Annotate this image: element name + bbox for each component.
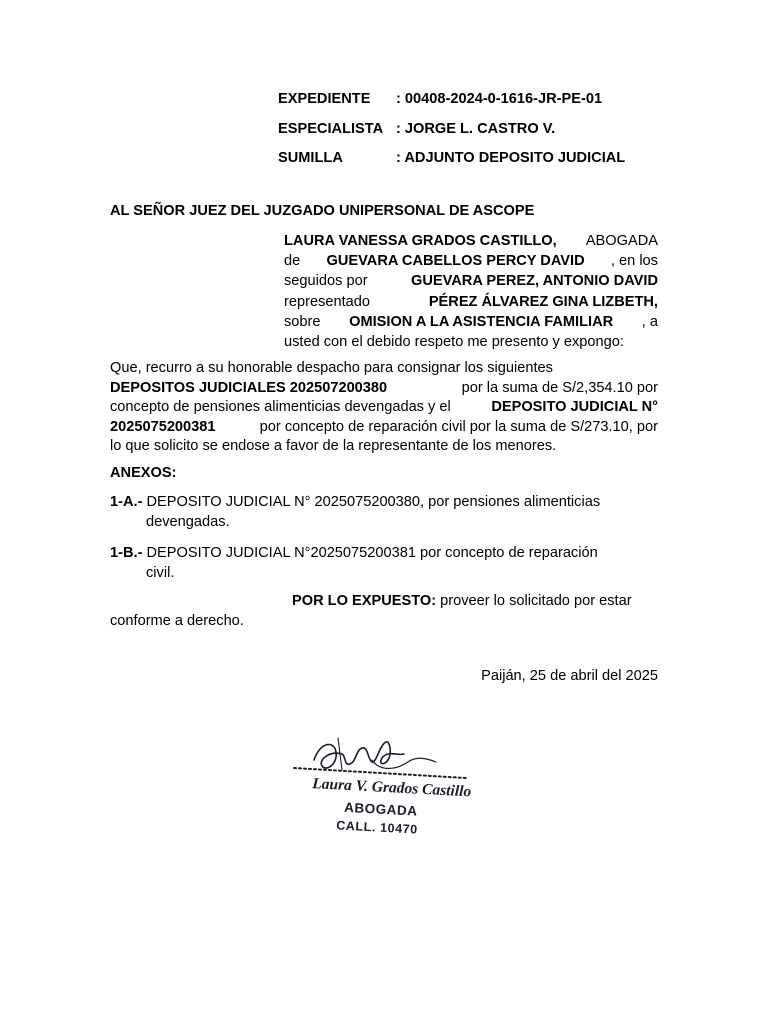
annex-1a-line-2: devengadas. [146,513,230,530]
body-paragraph [110,359,658,457]
body-line-2 [110,379,658,399]
stamp-registration: CALL. 10470 [335,818,419,837]
por-lo-expuesto: POR LO EXPUESTO: [292,593,437,609]
body-text-3: concepto de pensiones alimenticias devengadas y el [110,399,451,416]
signature-stamp [276,720,496,900]
body-line-4 [110,418,658,438]
deposit-1-bold: DEPOSITOS JUDICIALES 202507200380 [110,379,388,396]
signature-scribble [314,742,404,768]
closing-paragraph [110,592,658,631]
de-word: de [284,253,301,270]
date-line: Paiján, 25 de abril del 2025 [481,668,658,684]
annex-1a-label: 1-A.- [110,494,143,510]
body-text-4: por concepto de reparación civil por la suma de S/273.10, por [259,418,658,435]
addressee-title: AL SEÑOR JUEZ DEL JUZGADO UNIPERSONAL DE ASCOPE [110,203,535,219]
body-text-2: por la suma de S/2,354.10 por [461,379,658,396]
matter-suffix: , a [641,313,658,330]
deposit-2-bold-b: 2025075200381 [110,418,216,435]
seguidos-por-text: seguidos por [284,273,368,290]
body-text-1: Que, recurro a su honorable despacho para consignar los siguientes [110,360,553,376]
body-line-3 [110,398,658,418]
annex-1b-line-1 [110,544,658,564]
attorney-name: LAURA VANESSA GRADOS CASTILLO, [284,233,557,249]
representado-text: representado [284,293,371,310]
especialista-value: : JORGE L. CASTRO V. [396,121,556,137]
closing-line-2: conforme a derecho. [110,612,244,629]
abogada-word: ABOGADA [585,233,658,249]
party-name: GUEVARA PEREZ, ANTONIO DAVID [410,273,658,290]
annex-item-1b [110,544,658,583]
deposit-2-bold-a: DEPOSITO JUDICIAL N° [491,399,658,416]
expediente-value: : 00408-2024-0-1616-JR-PE-01 [396,91,603,107]
intro-line-2 [284,251,658,271]
intro-line-3 [284,271,658,291]
stamp-role: ABOGADA [343,799,418,819]
stamp-name: Laura V. Grados Castillo [311,775,472,801]
closing-text: proveer lo solicitado por estar [436,593,632,609]
body-line-5 [110,437,658,457]
expediente-label: EXPEDIENTE [278,91,371,107]
annex-1b-label: 1-B.- [110,545,143,561]
representative-name: PÉREZ ÁLVAREZ GINA LIZBETH, [428,293,658,310]
annex-1b-line-2: civil. [146,564,175,581]
sumilla-label: SUMILLA [278,150,343,166]
annex-1a-line-1 [110,493,658,513]
especialista-label: ESPECIALISTA [278,121,384,137]
en-los-text: , en los [610,253,658,270]
client-name: GUEVARA CABELLOS PERCY DAVID [326,253,585,270]
body-line-1 [110,359,658,379]
intro-line-6 [284,332,658,352]
intro-line-5 [284,312,658,332]
annex-1b-text: DEPOSITO JUDICIAL N°2025075200381 por concepto de reparación [142,545,598,561]
intro-closing: usted con el debido respeto me presento y expongo: [284,334,624,351]
closing-line-1 [110,592,658,612]
body-text-5: lo que solicito se endose a favor de la representante de los menores. [110,438,557,455]
sobre-text: sobre [284,313,321,330]
intro-line-4 [284,292,658,312]
matter-text: OMISION A LA ASISTENCIA FAMILIAR [349,313,614,330]
anexos-heading: ANEXOS: [110,465,177,481]
intro-paragraph [284,231,658,352]
intro-line-1 [284,231,658,251]
annex-item-1a [110,493,658,532]
annex-1a-text: DEPOSITO JUDICIAL N° 2025075200380, por pensiones alimenticias [142,494,601,510]
sumilla-value: : ADJUNTO DEPOSITO JUDICIAL [396,150,626,166]
